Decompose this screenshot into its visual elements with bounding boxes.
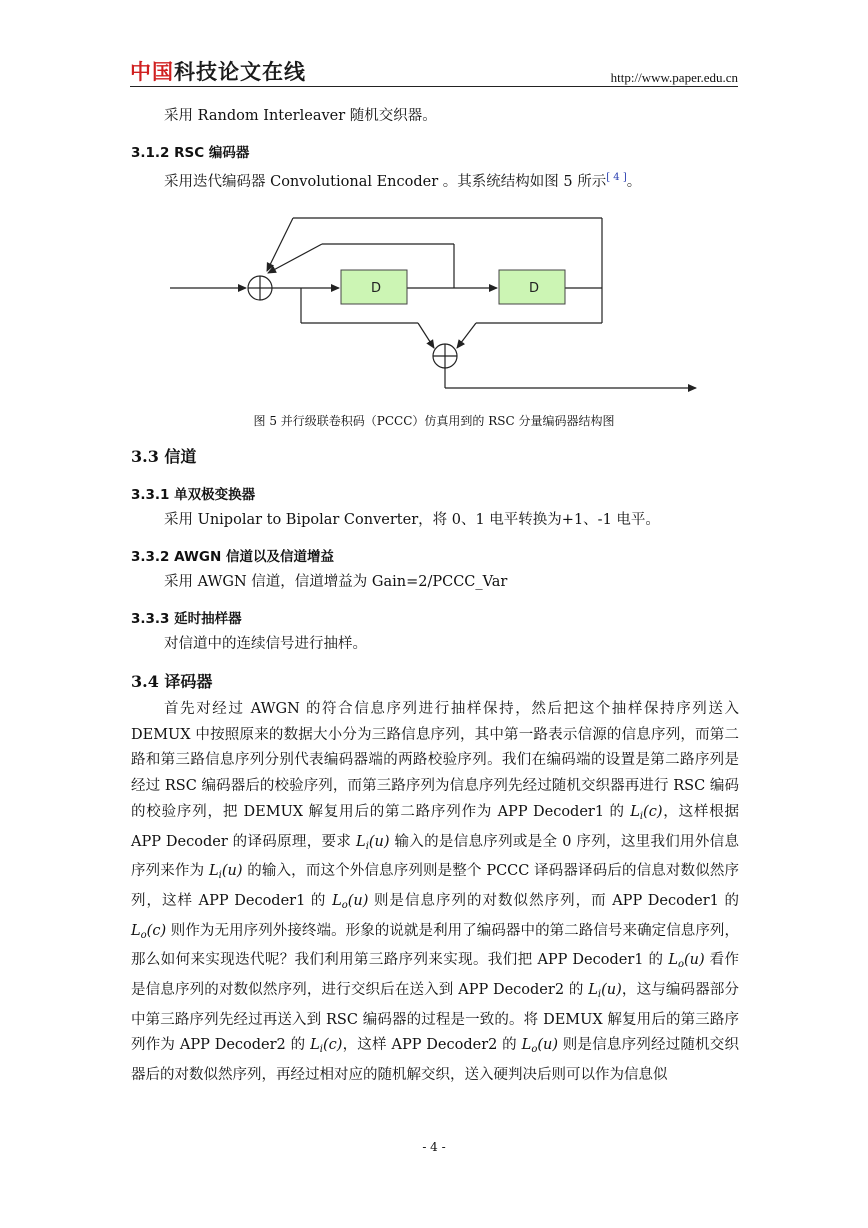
page-number: - 4 - [422,1140,446,1154]
math-sub: o [677,959,684,971]
section-3-3-1-heading: 3.3.1 单双极变换器 [131,487,256,503]
para-seg-1: 首先对经过 AWGN 的符合信息序列进行抽样保持，然后把这个抽样保持序列送入 DEMUX 中按照原来的数据大小分为三路信息序列，其中第一路表示信源的信息序列，而第二路和第三路信息序列分别代表编码器端的两路校验序列。我们在编码端的设置是第二路序列是经过 RSC 编码器后的校验序列，而第三路序列为信息序列先经过随机交织器再进行 RSC 编码的校验序列，把 DEMUX 解复用后的第二路序列作为 APP Decoder1 的 [131,701,739,820]
header-rule [130,86,738,87]
math-arg: (c) [643,803,663,820]
math-symbol: L [588,982,598,999]
delay-label-2: D [529,281,540,296]
page-header [130,58,738,88]
feedback-arrow-inner [268,244,322,273]
math-sub: o [531,1044,538,1056]
math-sub: o [140,929,147,941]
para-seg-4: 的输入，而这个外信息序列则是整个 PCCC 译码器译码后的信息对数似然序列，这样 APP Decoder1 的 [131,863,739,909]
math-L-i-u-2 [208,863,243,882]
header-url[interactable]: http://www.paper.edu.cn [610,70,738,85]
math-sub: i [218,870,222,882]
math-symbol: L [668,952,678,969]
rsc-encoder-svg [165,193,710,403]
math-L-o-c-1 [131,923,166,939]
para-seg-6: 则作为无用序列外接终端。形象的说就是利用了编码器中的第二路信号来确定信息序列，那么如何来实现迭代呢？我们利用第三路序列来实现。我们把 APP Decoder1 的 [131,922,739,969]
math-arg: (c) [146,922,167,939]
math-sub: i [365,840,369,852]
figure-caption: 图 5 并行级联卷积码（PCCC）仿真用到的 RSC 分量编码器结构图 [253,414,615,428]
math-sub: i [597,989,602,1001]
math-L-o-u-2 [668,952,705,971]
para-seg-10: 则是信息序列经过随机交织器后的对数似然序列，再经过相对应的随机解交织，送入硬判决后则可以作为信息似 [131,1037,740,1084]
math-symbol: L [521,1037,532,1054]
section-3-3-heading: 3.3 信道 [131,447,197,466]
rsc-encoder-diagram [165,193,710,403]
math-symbol: L [630,803,640,820]
math-L-i-c-1 [630,804,662,820]
math-arg: (u) [221,863,243,880]
section-3-3-1-text: 采用 Unipolar to Bipolar Converter，将 0、1 电平转换为+1、-1 电平。 [164,512,660,528]
para-seg-7: 看作是信息序列的对数似然序列，进行交织后在送入到 APP Decoder2 的 [131,952,740,999]
section-3-3-3-text: 对信道中的连续信号进行抽样。 [164,636,367,652]
para-seg-2: ，这样根据 APP Decoder 的译码原理，要求 [131,803,739,850]
delay-label-1: D [371,281,382,296]
math-symbol: L [131,922,141,939]
section-3-3-2-text: 采用 AWGN 信道，信道增益为 Gain=2/PCCC_Var [164,574,508,590]
interleaver-line: 采用 Random Interleaver 随机交织器。 [164,108,437,124]
para-seg-3: 输入的是信息序列或是全 0 序列，这里我们用外信息序列来作为 [131,833,739,880]
math-symbol: L [310,1037,320,1054]
para-seg-9: ，这样 APP Decoder2 的 [342,1037,522,1054]
section-3-3-2-heading: 3.3.2 AWGN 信道以及信道增益 [131,549,334,565]
math-L-i-u-1 [356,834,390,850]
decoder-paragraph [131,697,739,1089]
section-3-1-2-period: 。 [626,174,642,190]
section-3-1-2-heading: 3.1.2 RSC 编码器 [131,145,250,161]
math-L-i-c-2 [310,1037,343,1056]
math-sub: i [319,1044,323,1056]
math-sub: i [639,810,644,822]
math-arg: (u) [368,833,390,850]
math-symbol: L [356,833,366,850]
para-seg-5: 则是信息序列的对数似然序列，而 APP Decoder1 的 [368,892,740,909]
math-sub: o [341,899,348,911]
math-arg: (u) [684,952,705,969]
section-3-1-2-sentence: 采用迭代编码器 Convolutional Encoder 。其系统结构如图 5 所示 [164,174,607,190]
section-3-1-2-text [164,168,641,192]
logo-red-text: 中国 [130,60,174,84]
citation-link[interactable]: [ 4 ] [606,172,627,183]
feedback-arrow-outer [267,218,293,271]
math-L-i-u-3 [588,982,622,1001]
math-L-o-u-3 [521,1037,558,1056]
math-arg: (u) [537,1037,558,1054]
math-arg: (u) [601,982,622,999]
section-3-4-heading: 3.4 译码器 [131,672,213,691]
journal-logo [130,58,306,86]
para-seg-8: ，这与编码器部分中第三路序列先经过再送入到 RSC 编码器的过程是一致的。将 DEMUX 解复用后的第三路序列作为 APP Decoder2 的 [131,982,740,1054]
section-3-3-3-heading: 3.3.3 延时抽样器 [131,611,242,627]
math-arg: (u) [347,892,369,909]
math-L-o-u-1 [332,893,368,909]
logo-dark-text: 科技论文在线 [174,60,306,84]
math-symbol: L [208,863,219,880]
math-symbol: L [332,892,342,909]
math-arg: (c) [322,1037,343,1054]
